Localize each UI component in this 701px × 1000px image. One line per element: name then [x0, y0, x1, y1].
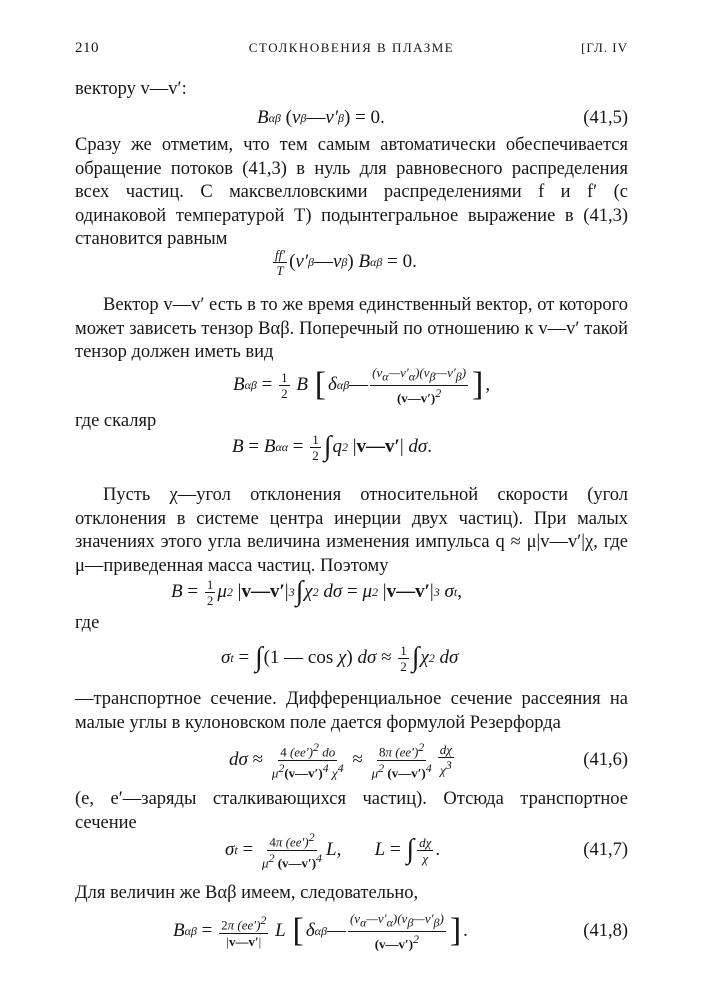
equation-41-8: B αβ = $\frac{2\pi (ee')^2}{|v—v'|}$ L [ δ αβ — $(v_\alpha—v'_\alpha)(v_\beta—v'_\beta)$ (v—v′)$^2$ ] . (41,8) — [75, 906, 628, 956]
equation-number: (41,6) — [583, 749, 628, 770]
paragraph-7: (e, e′—заряды сталкивающихся частиц). Отсюда транспортное сечение — [75, 789, 628, 833]
running-header — [75, 40, 628, 62]
paragraph-3: где скаляр — [75, 411, 157, 431]
equation-integrand: ff′ T ( v′ β — v β ) B αβ = 0. — [275, 246, 417, 278]
equation-transport: σ t = ∫ (1 — cos χ ) dσ ≈ $\frac{1}{2}$ ∫ χ 2 dσ — [221, 642, 459, 674]
equation-number: (41,8) — [583, 920, 628, 941]
equation-scalar: B = B αα = $\frac{1}{2}$ ∫ q 2 | v—v′ | dσ . — [232, 431, 433, 463]
paragraph-5: где — [75, 613, 100, 633]
paragraph-8: Для величин же Bαβ имеем, следовательно, — [75, 883, 419, 903]
equation-b-sigma: B = $\frac{1}{2}$ μ 2 | v—v′ | 3 ∫ χ 2 dσ = μ 2 | v—v′ | 3 σ t , — [171, 576, 462, 608]
page-number: 210 — [75, 40, 99, 56]
equation-number: (41,5) — [583, 107, 628, 128]
chapter-label: [ГЛ. IV — [581, 40, 628, 55]
equation-number: (41,7) — [583, 839, 628, 860]
running-title: СТОЛКНОВЕНИЯ В ПЛАЗМЕ — [248, 40, 455, 55]
paragraph-6: —транспортное сечение. Дифференциальное сечение рассеяния на малые углы в кулоновском поле дается формулой Резерфорда — [75, 689, 628, 733]
paragraph-2: Вектор v—v′ есть в то же время единственный вектор, от которого может зависеть тензор Bαβ. Поперечный по отношению к v—v′ такой тензор должен иметь вид — [75, 295, 628, 362]
equation-41-5: B αβ ( v β — v′ β ) = 0. (41,5) — [75, 96, 628, 140]
paragraph-1: Сразу же отметим, что тем самым автоматически обеспечивается обращение потоков (41,3) в нуль для равновесного распределения всех частиц. С максвелловскими распределениями f и f′ (с одинаковой температурой T) подынтегральное выражение в (41,3) становится равным — [75, 135, 628, 249]
equation-41-7: σ t = $\frac{4\pi (ee')^2}{\mu^2 (v—v')^4}$ L , L = ∫ dχ χ . (41,7) — [75, 826, 628, 874]
paragraph-4: Пусть χ—угол отклонения относительной скорости (угол отклонения в системе центра инерции двух частиц). При малых значениях этого угла величина изменения импульса q ≈ μ|v—v′|χ, где μ—приведенная масса частиц. Поэтому — [75, 485, 628, 576]
equation-tensor: B αβ = $\frac{1}{2}$ B [ δ αβ — $(v_\alpha—v'_\alpha)(v_\beta—v'_\beta)$ (v—v′)$^2$ ] , — [233, 365, 491, 405]
equation-41-6: dσ ≈ $\frac{4 (ee')^2 do}{\mu^2(v—v')^4 \chi^4}$ ≈ $\frac{8\pi (ee')^2}{\mu^2 (v—v')^4}$ dχ $\chi^3$ (41,6) — [75, 736, 628, 784]
paragraph-0: вектору v—v′: — [75, 79, 187, 99]
